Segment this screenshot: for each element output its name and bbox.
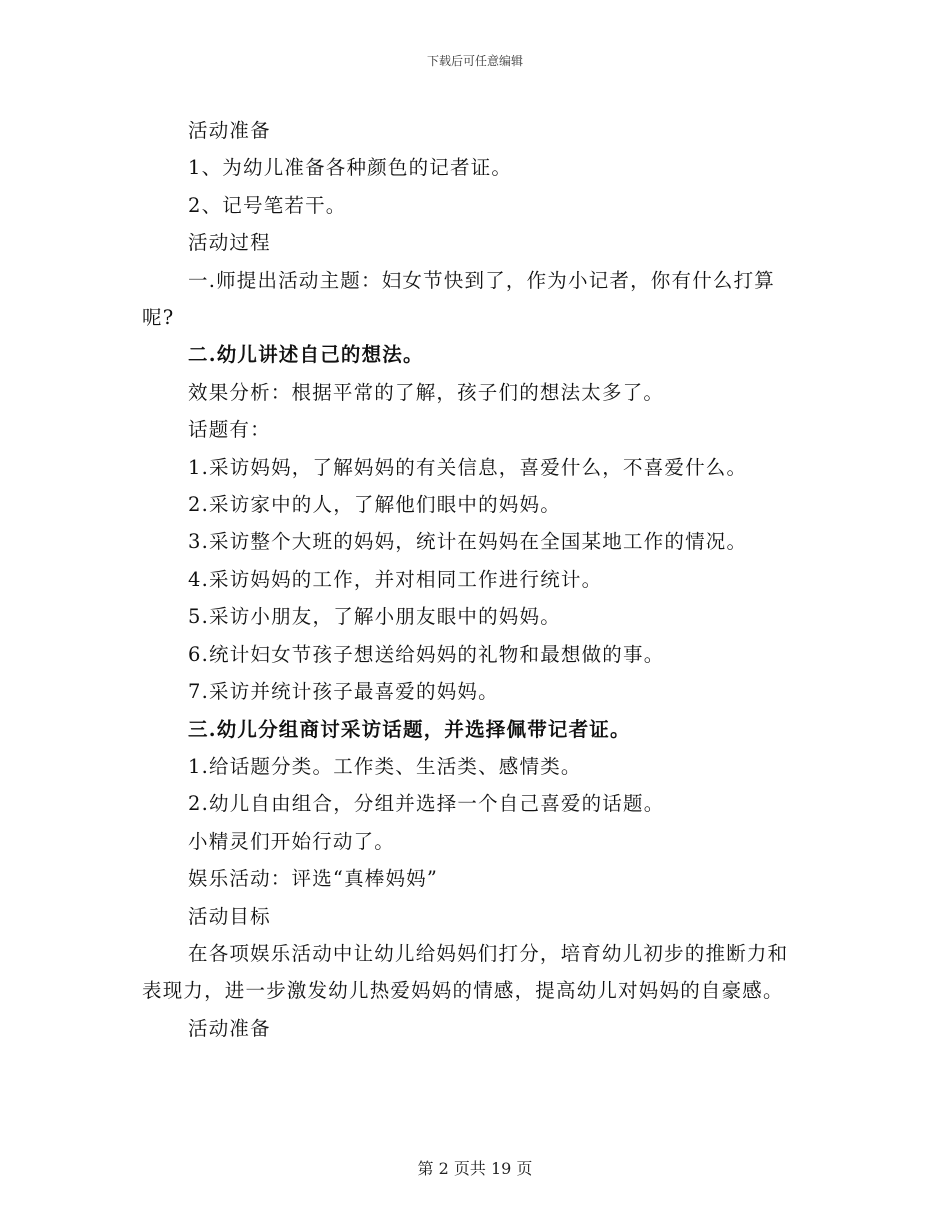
paragraph-step-3-heading: 三.幼儿分组商讨采访话题，并选择佩带记者证。: [188, 717, 631, 741]
paragraph-topic-7: 7.采访并统计孩子最喜爱的妈妈。: [188, 680, 499, 704]
paragraph-step-2-heading: 二.幼儿讲述自己的想法。: [188, 343, 424, 367]
paragraph-topic-5: 5.采访小朋友，了解小朋友眼中的妈妈。: [188, 605, 561, 629]
paragraph-activity-prep: 活动准备: [188, 119, 271, 142]
paragraph-group-item-2: 2.幼儿自由组合，分组并选择一个自己喜爱的话题。: [188, 792, 665, 816]
paragraph-group-item-1: 1.给话题分类。工作类、生活类、感情类。: [188, 754, 582, 778]
document-body: [142, 112, 807, 1047]
paragraph-action: 小精灵们开始行动了。: [188, 829, 396, 853]
paragraph-effect-analysis: 效果分析：根据平常的了解，孩子们的想法太多了。: [188, 380, 665, 404]
paragraph-prep-item-1: 1、为幼儿准备各种颜色的记者证。: [188, 156, 513, 180]
paragraph-topic-4: 4.采访妈妈的工作，并对相同工作进行统计。: [188, 567, 603, 591]
paragraph-topics-intro: 话题有：: [188, 418, 271, 442]
paragraph-goal-description: 在各项娱乐活动中让幼儿给妈妈们打分，培育幼儿初步的推断力和表现力，进一步激发幼儿热爱妈妈的情感，提高幼儿对妈妈的自豪感。: [142, 941, 789, 1003]
paragraph-topic-3: 3.采访整个大班的妈妈，统计在妈妈在全国某地工作的情况。: [188, 530, 748, 554]
paragraph-activity-goal: 活动目标: [188, 904, 271, 928]
paragraph-activity-prep-2: 活动准备: [188, 1016, 271, 1040]
paragraph-topic-6: 6.统计妇女节孩子想送给妈妈的礼物和最想做的事。: [188, 642, 665, 666]
paragraph-prep-item-2: 2、记号笔若干。: [188, 193, 347, 217]
paragraph-topic-1: 1.采访妈妈，了解妈妈的有关信息，喜爱什么，不喜爱什么。: [188, 455, 748, 479]
page-header: 下载后可任意编辑: [426, 54, 523, 68]
paragraph-topic-2: 2.采访家中的人，了解他们眼中的妈妈。: [188, 493, 561, 517]
page-footer: 第 2 页共 19 页: [417, 1159, 533, 1178]
paragraph-activity-process: 活动过程: [188, 231, 271, 255]
paragraph-entertainment-title: 娱乐活动：评选“真棒妈妈”: [188, 867, 439, 891]
paragraph-step-1: 一.师提出活动主题：妇女节快到了，作为小记者，你有什么打算呢?: [142, 268, 775, 330]
